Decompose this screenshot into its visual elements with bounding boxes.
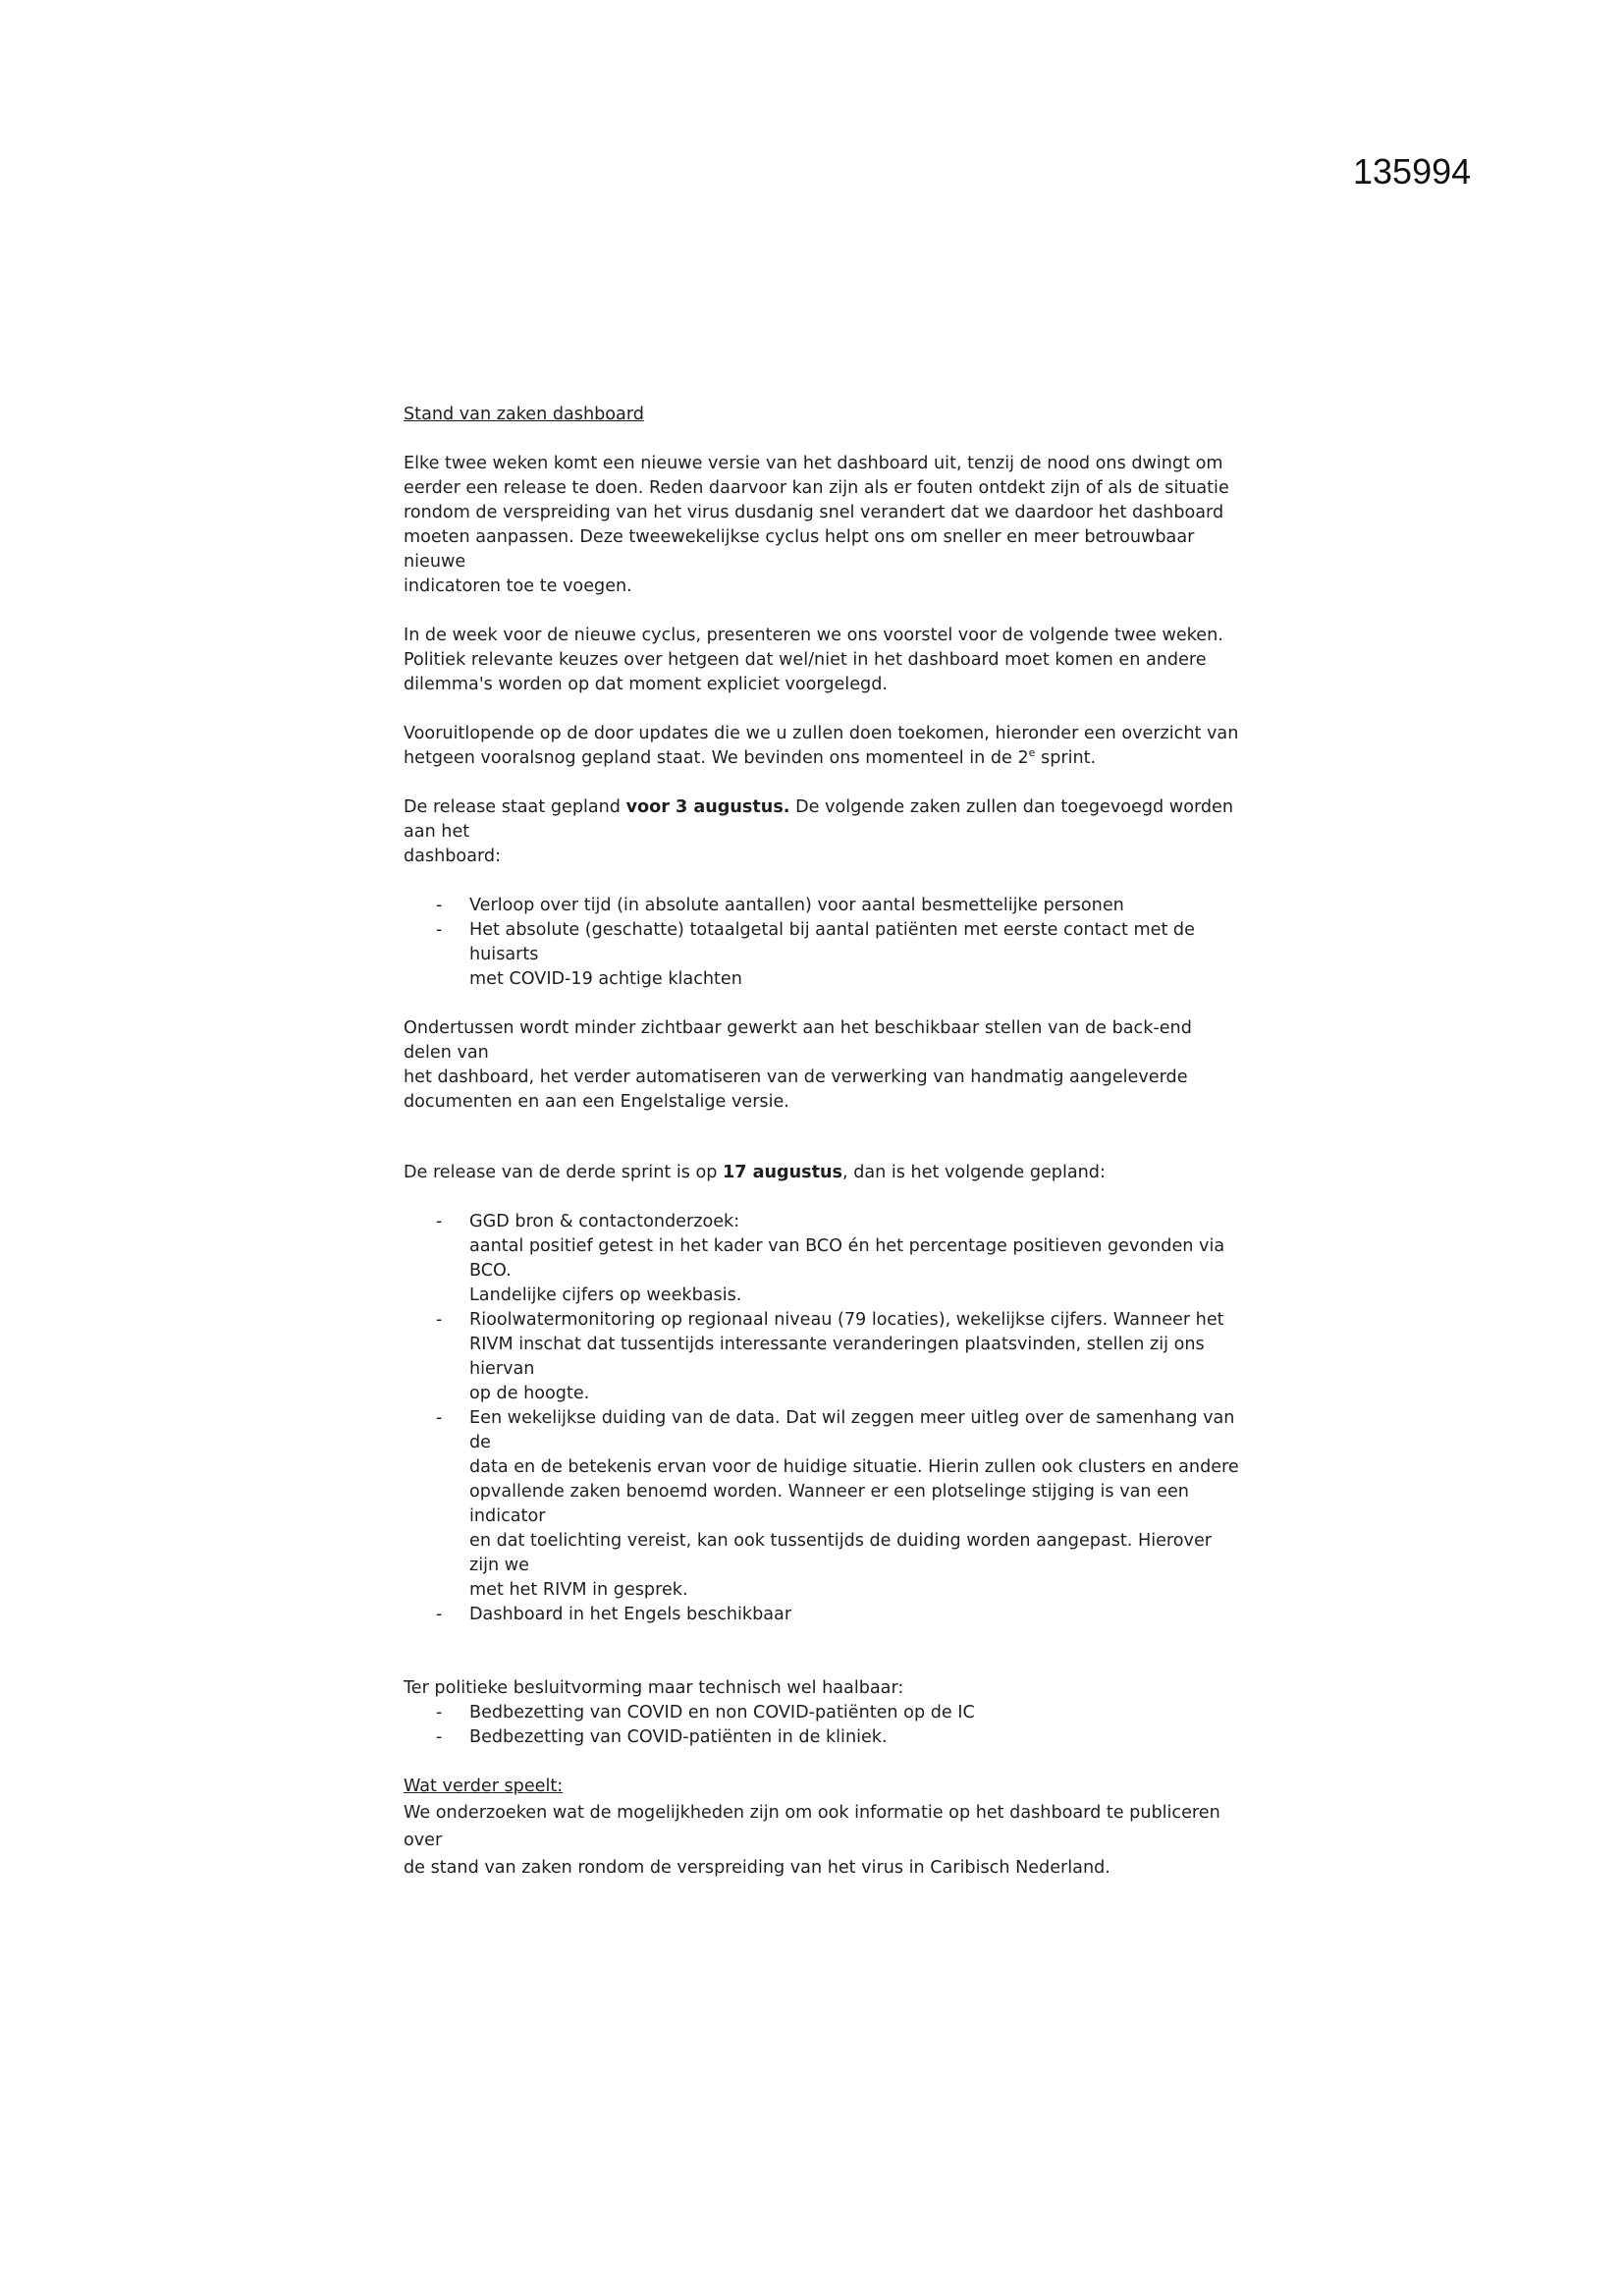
release-1-text: De release staat gepland	[404, 797, 626, 817]
list-item: - Het absolute (geschatte) totaalgetal bij aantal patiënten met eerste contact met de huisarts met COVID-19 achtige klachten	[404, 918, 1240, 992]
list-item: - Een wekelijkse duiding van de data. Dat wil zeggen meer uitleg over de samenhang van de data en de betekenis ervan voor de huidige situatie. Hierin zullen ook clusters en andere opvallende zaken benoemd worden. Wanneer er een plotselinge stijging is van een indicator en dat toelichting vereist, kan ook tussentijds de duiding worden aangepast. Hierover zijn we met het RIVM in gesprek.	[404, 1406, 1240, 1603]
release-1-list	[404, 894, 1240, 992]
political-list	[404, 1701, 1240, 1750]
list-item: - Rioolwatermonitoring op regionaal niveau (79 locaties), wekelijkse cijfers. Wanneer het RIVM inschat dat tussentijds interessante veranderingen plaatsvinden, stellen zij ons hiervan op de hoogte.	[404, 1308, 1240, 1406]
sprint-text: Vooruitlopende op de door updates die we u zullen doen toekomen, hieronder een overzicht van hetgeen vooralsnog gepland staat. We bevinden ons momenteel in de 2	[404, 724, 1239, 768]
release-2-text: De release van de derde sprint is op	[404, 1163, 724, 1182]
release-2-list	[404, 1210, 1240, 1627]
sprint-paragraph	[404, 722, 1240, 771]
other-heading: Wat verder speelt:	[404, 1777, 564, 1796]
cycle-paragraph: In de week voor de nieuwe cyclus, presenteren we ons voorstel voor de volgende twee weken. Politiek relevante keuzes over hetgeen dat wel/niet in het dashboard moet komen en andere dilemma's worden op dat moment expliciet voorgelegd.	[404, 626, 1223, 694]
list-item: - Verloop over tijd (in absolute aantallen) voor aantal besmettelijke personen	[404, 894, 1240, 918]
page-number: 135994	[1353, 151, 1472, 191]
political-intro: Ter politieke besluitvorming maar technisch wel haalbaar:	[404, 1678, 904, 1698]
list-item: - Bedbezetting van COVID-patiënten in de kliniek.	[404, 1725, 1240, 1750]
release-1-paragraph	[404, 795, 1240, 869]
release-1-text-end: De volgende zaken zullen dan toegevoegd worden aan het dashboard:	[404, 797, 1234, 866]
release-1-date: voor 3 augustus.	[625, 797, 790, 817]
list-item: - Dashboard in het Engels beschikbaar	[404, 1603, 1240, 1627]
sprint-text-end: sprint.	[1035, 748, 1097, 768]
backend-paragraph: Ondertussen wordt minder zichtbaar gewerkt aan het beschikbaar stellen van de back-end delen van het dashboard, het verder automatiseren van de verwerking van handmatig aangeleverde	[404, 1018, 1192, 1087]
release-2-text-end: , dan is het volgende gepland:	[842, 1163, 1106, 1182]
list-item: - Bedbezetting van COVID en non COVID-patiënten op de IC	[404, 1701, 1240, 1725]
other-paragraph: We onderzoeken wat de mogelijkheden zijn om ook informatie op het dashboard te publiceren over de stand van zaken rondom de verspreiding van het virus in Caribisch Nederland.	[404, 1803, 1220, 1878]
document-body	[404, 403, 1240, 1882]
document-title: Stand van zaken dashboard	[404, 405, 644, 424]
release-2-date: 17 augustus	[723, 1163, 843, 1182]
list-item: - GGD bron & contactonderzoek: aantal positief getest in het kader van BCO én het percentage positieven gevonden via BCO. Landelijke cijfers op weekbasis.	[404, 1210, 1240, 1308]
backend-paragraph-cut-line: documenten en aan een Engelstalige versie.	[404, 1092, 789, 1112]
intro-paragraph: Elke twee weken komt een nieuwe versie van het dashboard uit, tenzij de nood ons dwingt om eerder een release te doen. Reden daarvoor kan zijn als er fouten ontdekt zijn of als de situatie rondom de verspreiding van het virus dusdanig snel verandert dat we daardoor het dashboard moeten aanpassen. Deze tweewekelijkse cyclus helpt ons om sneller en meer betrouwbaar nieuwe indicatoren toe te voegen.	[404, 454, 1229, 596]
sprint-superscript: e	[1028, 746, 1036, 760]
release-2-paragraph	[404, 1161, 1240, 1185]
